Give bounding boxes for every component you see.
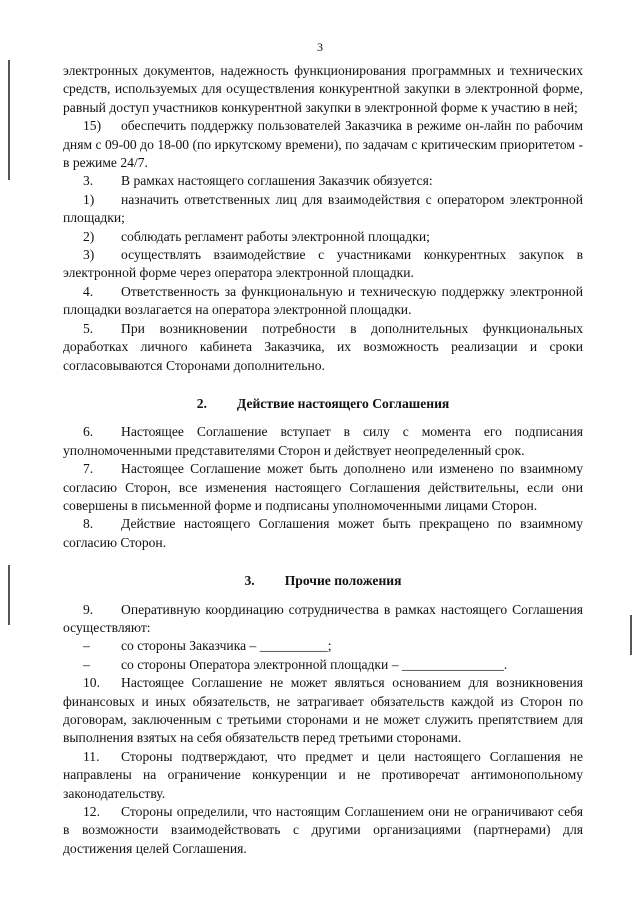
paragraph-text: Настоящее Соглашение вступает в силу с момента его подписания уполномоченными представителями Сторон и действует неопределенный срок. [63, 424, 583, 458]
paragraph-number: 11. [83, 748, 100, 764]
paragraph-text: При возникновении потребности в дополнительных функциональных доработках личного кабинета Заказчика, их возможность реализации и сроки согласовываются Сторонами дополнительно. [63, 320, 583, 373]
numbered-paragraph [63, 191, 583, 228]
section-number: 2. [196, 395, 207, 411]
numbered-paragraph [63, 423, 583, 460]
paragraph-text: Стороны определили, что настоящим Соглашением они не ограничивают себя в возможности взаимодействовать с другими организациями (партнерами) для достижения целей Соглашения. [63, 804, 583, 856]
paragraph-text: обеспечить поддержку пользователей Заказчика в режиме он-лайн по рабочим дням с 09-00 до 18-00 (по иркутскому времени), по задачам с критическим приоритетом - в режиме 24/7. [63, 118, 583, 171]
paragraph-text: соблюдать регламент работы электронной площадки; [121, 228, 430, 244]
numbered-paragraph [63, 656, 583, 674]
paragraph-number: – [83, 638, 90, 654]
numbered-paragraph [63, 117, 583, 172]
left-edge-mark [8, 565, 10, 625]
paragraph-text: Оперативную координацию сотрудничества в рамках настоящего Соглашения осуществляют: [63, 601, 583, 635]
paragraph-text: электронных документов, надежность функционирования программных и технических средств, используемых для осуществления конкурентной закупки в электронной форме, равный доступ участников конкурентной закупки в электронной форме к участию в ней; [63, 63, 583, 115]
section-number: 3. [244, 573, 255, 589]
paragraph-text: В рамках настоящего соглашения Заказчик обязуется: [121, 173, 433, 189]
paragraph-text: назначить ответственных лиц для взаимодействия с оператором электронной площадки; [63, 191, 583, 226]
numbered-paragraph [63, 601, 583, 638]
right-edge-mark [630, 615, 632, 655]
paragraph-number: – [83, 656, 90, 672]
paragraph-number: 2) [83, 228, 95, 244]
paragraph-number: 6. [83, 424, 94, 440]
section-heading [63, 572, 583, 590]
numbered-paragraph [63, 803, 583, 858]
document-body [63, 62, 583, 858]
paragraph-number: 3) [83, 247, 95, 263]
paragraph-number: 9. [83, 601, 94, 617]
paragraph-text: осуществлять взаимодействие с участниками конкурентных закупок в электронной форме через оператора электронной площадки. [63, 247, 583, 281]
section-title: Действие настоящего Соглашения [236, 395, 450, 411]
paragraph-number: 12. [83, 804, 100, 820]
paragraph-number: 3. [83, 173, 94, 189]
paragraph-number: 10. [83, 675, 100, 691]
paragraph-number: 1) [83, 191, 95, 207]
section-title: Прочие положения [284, 573, 402, 589]
paragraph-number: 5. [83, 320, 94, 336]
paragraph-text: Настоящее Соглашение не может являться основанием для возникновения финансовых и иных обязательств, не затрагивает обязательств каждой из Сторон по договорам, заключенным с третьими сторонами и не может служить препятствием для выполнения взятых на себя обязательств перед третьими сторонами. [63, 675, 583, 746]
paragraph-text: Действие настоящего Соглашения может быть прекращено по взаимному согласию Сторон. [63, 516, 583, 550]
numbered-paragraph [63, 228, 583, 246]
numbered-paragraph [63, 246, 583, 283]
page-number: 3 [317, 40, 323, 54]
numbered-paragraph [63, 320, 583, 375]
paragraph-text: Ответственность за функциональную и техническую поддержку электронной площадки возлагается на оператора электронной площадки. [63, 283, 583, 318]
paragraph-text: со стороны Заказчика – __________; [121, 638, 332, 654]
paragraph-number: 8. [83, 516, 94, 532]
paragraph-text: со стороны Оператора электронной площадки – _______________. [121, 656, 508, 672]
left-edge-mark [8, 60, 10, 180]
section-heading [63, 395, 583, 413]
continued-paragraph [63, 62, 583, 117]
paragraph-number: 15) [83, 118, 102, 134]
numbered-paragraph [63, 515, 583, 552]
paragraph-number: 7. [83, 461, 94, 477]
paragraph-number: 4. [83, 283, 94, 299]
numbered-paragraph [63, 637, 583, 655]
numbered-paragraph [63, 748, 583, 803]
numbered-paragraph [63, 674, 583, 748]
numbered-paragraph [63, 283, 583, 320]
numbered-paragraph [63, 460, 583, 515]
numbered-paragraph [63, 172, 583, 190]
paragraph-text: Стороны подтверждают, что предмет и цели настоящего Соглашения не направлены на ограничение конкуренции и не противоречат антимонопольному законодательству. [63, 748, 583, 801]
paragraph-text: Настоящее Соглашение может быть дополнено или изменено по взаимному согласию Сторон, все изменения настоящего Соглашения действительны, если они совершены в письменной форме и подписаны уполномоченными лицами Сторон. [63, 461, 583, 513]
